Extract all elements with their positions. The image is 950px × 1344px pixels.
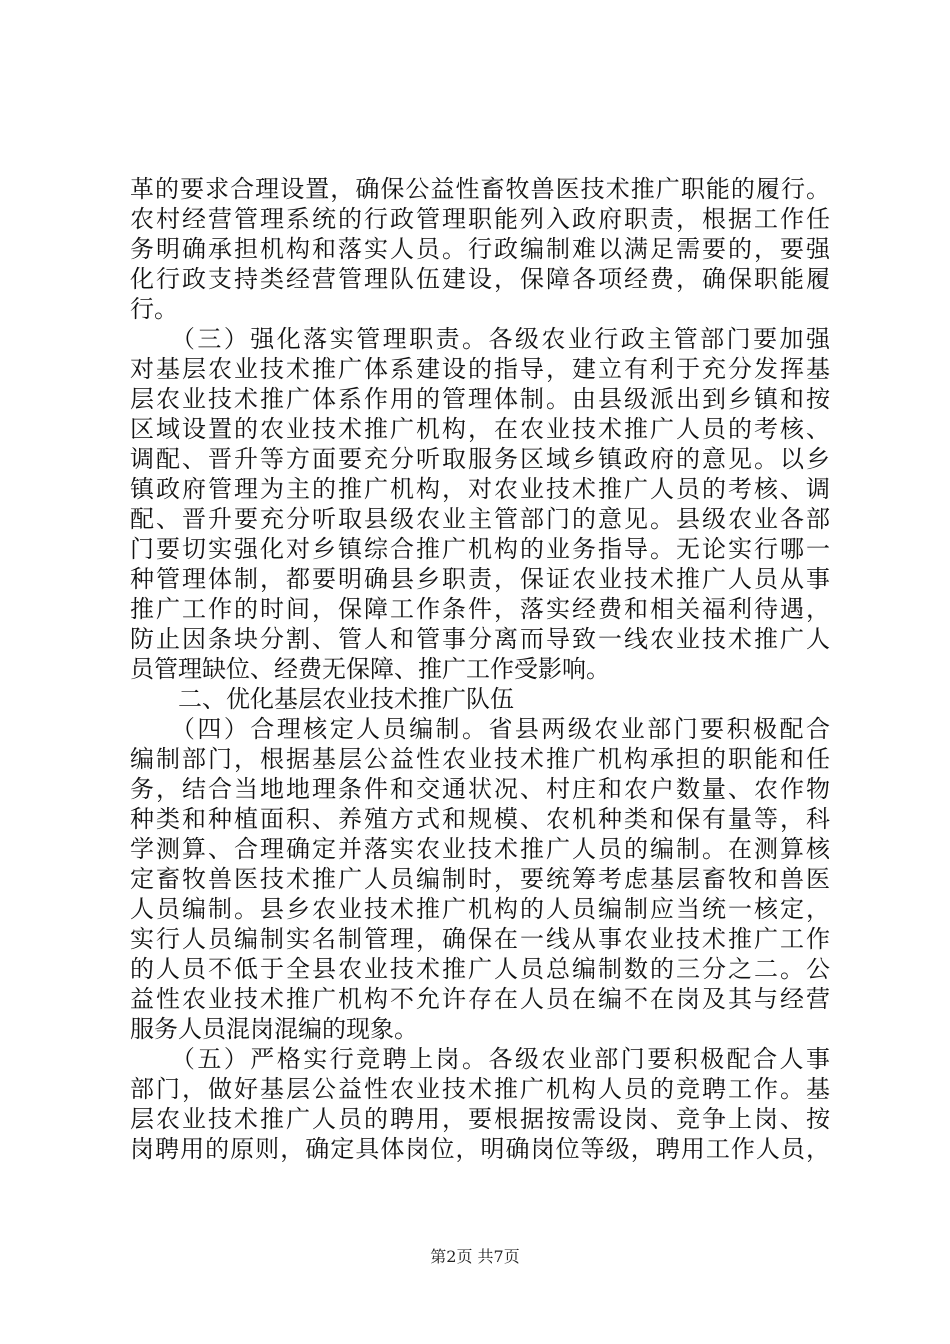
text-line: （五）严格实行竞聘上岗。各级农业部门要积极配合人事 bbox=[130, 1045, 830, 1073]
section-heading: 二、优化基层农业技术推广队伍 bbox=[130, 685, 514, 713]
text-line: 服务人员混岗混编的现象。 bbox=[130, 1015, 418, 1043]
text-line: 编制部门，根据基层公益性农业技术推广机构承担的职能和任 bbox=[130, 745, 830, 773]
text-line: 防止因条块分割、管人和管事分离而导致一线农业技术推广人 bbox=[130, 625, 830, 653]
text-line: 的人员不低于全县农业技术推广人员总编制数的三分之二。公 bbox=[130, 955, 830, 983]
text-line: 定畜牧兽医技术推广人员编制时，要统筹考虑基层畜牧和兽医 bbox=[130, 865, 830, 893]
text-line: 实行人员编制实名制管理，确保在一线从事农业技术推广工作 bbox=[130, 925, 830, 953]
text-line: 层农业技术推广人员的聘用，要根据按需设岗、竞争上岗、按 bbox=[130, 1105, 830, 1133]
text-line: 学测算、合理确定并落实农业技术推广人员的编制。在测算核 bbox=[130, 835, 830, 863]
text-line: 推广工作的时间，保障工作条件，落实经费和相关福利待遇， bbox=[130, 595, 830, 623]
text-line: 对基层农业技术推广体系建设的指导，建立有利于充分发挥基 bbox=[130, 355, 830, 383]
text-line: 务，结合当地地理条件和交通状况、村庄和农户数量、农作物 bbox=[130, 775, 830, 803]
text-line: 人员编制。县乡农业技术推广机构的人员编制应当统一核定， bbox=[130, 895, 830, 923]
text-line: （三）强化落实管理职责。各级农业行政主管部门要加强 bbox=[130, 325, 830, 353]
text-line: 种类和种植面积、养殖方式和规模、农机种类和保有量等，科 bbox=[130, 805, 830, 833]
text-line: 行。 bbox=[130, 295, 178, 323]
text-line: 农村经营管理系统的行政管理职能列入政府职责，根据工作任 bbox=[130, 205, 830, 233]
body-text bbox=[130, 174, 830, 1164]
text-line: 益性农业技术推广机构不允许存在人员在编不在岗及其与经营 bbox=[130, 985, 830, 1013]
text-line: 革的要求合理设置，确保公益性畜牧兽医技术推广职能的履行。 bbox=[130, 175, 830, 203]
text-line: 调配、晋升等方面要充分听取服务区域乡镇政府的意见。以乡 bbox=[130, 445, 830, 473]
page-number-footer: 第2页 共7页 bbox=[430, 1247, 520, 1266]
text-line: 化行政支持类经营管理队伍建设，保障各项经费，确保职能履 bbox=[130, 265, 830, 293]
text-line: 配、晋升要充分听取县级农业主管部门的意见。县级农业各部 bbox=[130, 505, 830, 533]
text-line: 务明确承担机构和落实人员。行政编制难以满足需要的，要强 bbox=[130, 235, 830, 263]
text-line: 区域设置的农业技术推广机构，在农业技术推广人员的考核、 bbox=[130, 415, 830, 443]
text-line: （四）合理核定人员编制。省县两级农业部门要积极配合 bbox=[130, 715, 830, 743]
text-line: 镇政府管理为主的推广机构，对农业技术推广人员的考核、调 bbox=[130, 475, 830, 503]
text-line: 部门，做好基层公益性农业技术推广机构人员的竞聘工作。基 bbox=[130, 1075, 830, 1103]
text-line: 岗聘用的原则，确定具体岗位，明确岗位等级，聘用工作人员， bbox=[130, 1135, 830, 1163]
text-line: 层农业技术推广体系作用的管理体制。由县级派出到乡镇和按 bbox=[130, 385, 830, 413]
text-line: 门要切实强化对乡镇综合推广机构的业务指导。无论实行哪一 bbox=[130, 535, 830, 563]
text-line: 种管理体制，都要明确县乡职责，保证农业技术推广人员从事 bbox=[130, 565, 830, 593]
text-line: 员管理缺位、经费无保障、推广工作受影响。 bbox=[130, 655, 610, 683]
